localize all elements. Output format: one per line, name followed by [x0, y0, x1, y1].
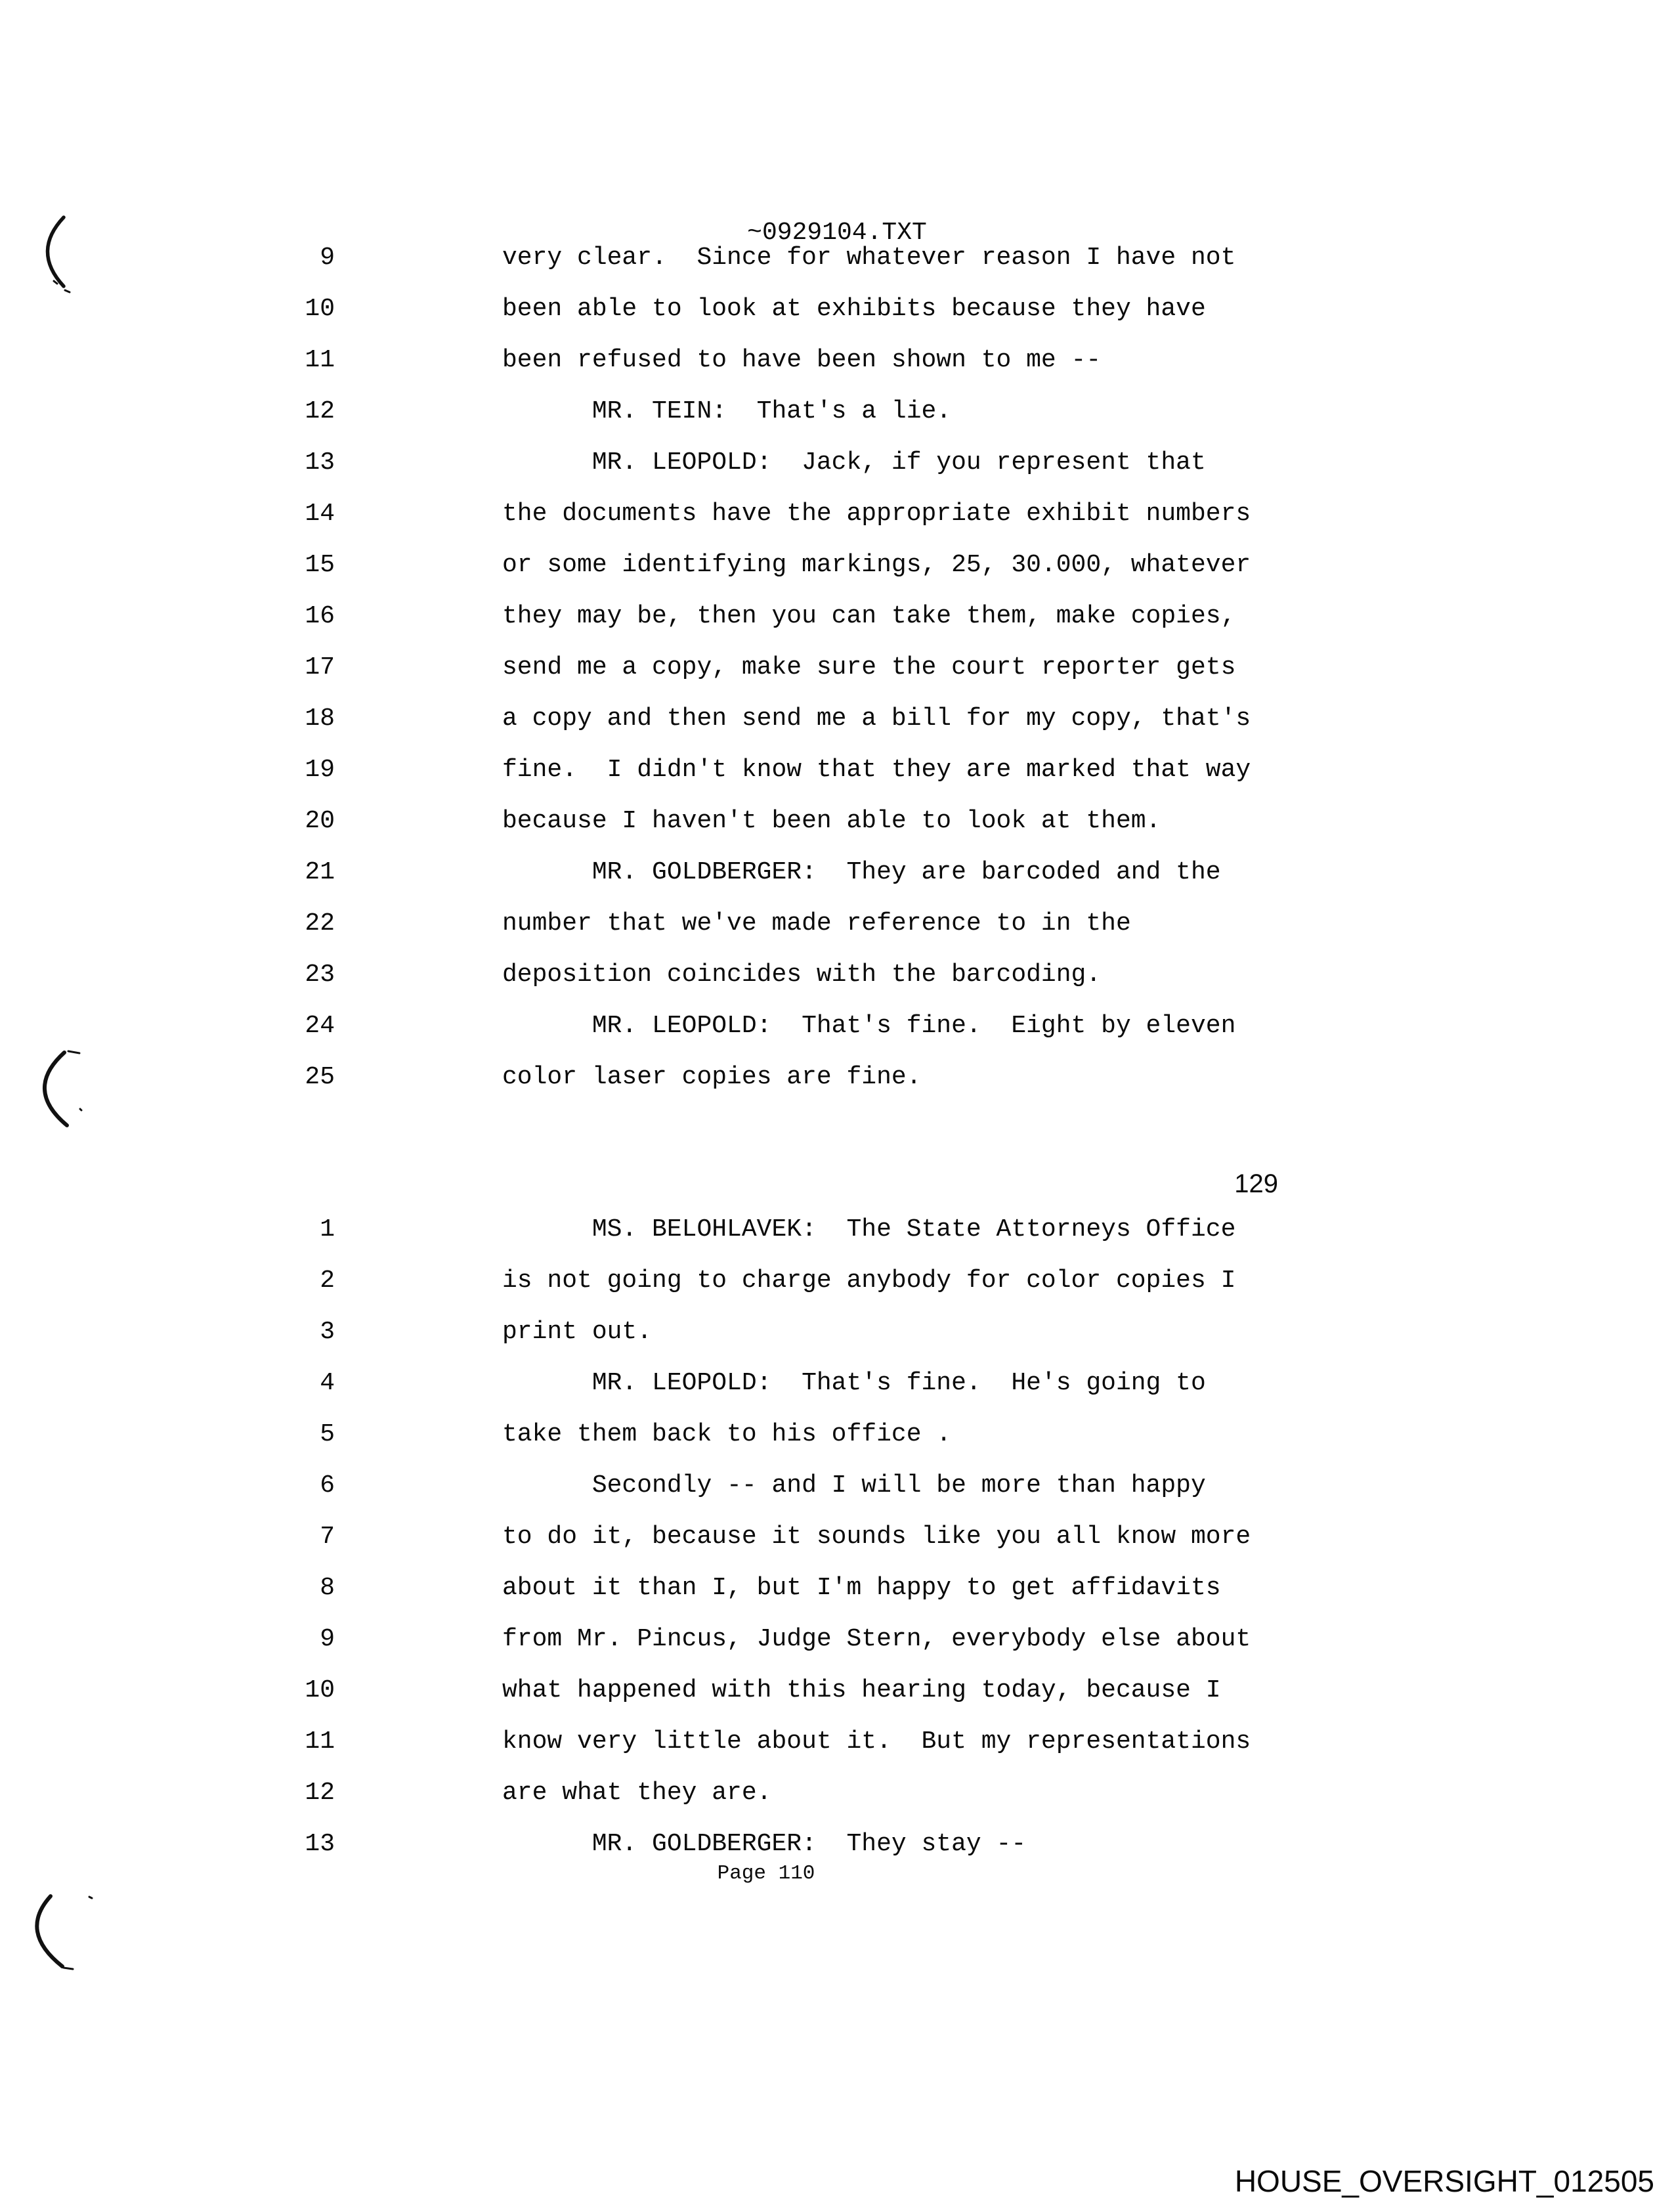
- line-number: 18: [305, 704, 335, 733]
- line-text: MR. GOLDBERGER: They are barcoded and the: [502, 857, 1221, 886]
- transcript-line: [0, 1562, 1674, 1613]
- transcript-block-1: [0, 232, 1674, 1102]
- line-number: 17: [305, 653, 335, 682]
- line-number: 11: [305, 345, 335, 374]
- transcript-line: [0, 437, 1674, 488]
- transcript-line: [0, 334, 1674, 385]
- line-number: 9: [320, 243, 335, 272]
- line-text: about it than I, but I'm happy to get affidavits: [502, 1573, 1221, 1602]
- line-text: send me a copy, make sure the court reporter gets: [502, 653, 1236, 682]
- line-number: 20: [305, 806, 335, 835]
- transcript-line: [0, 1767, 1674, 1818]
- line-number: 19: [305, 755, 335, 784]
- transcript-line: [0, 283, 1674, 334]
- line-text: take them back to his office .: [502, 1420, 952, 1448]
- line-text: fine. I didn't know that they are marked that way: [502, 755, 1251, 784]
- transcript-line: [0, 898, 1674, 949]
- transcript-line: [0, 1460, 1674, 1511]
- line-number: 3: [320, 1317, 335, 1346]
- transcript-line: [0, 1716, 1674, 1767]
- line-number: 10: [305, 294, 335, 323]
- line-text: or some identifying markings, 25, 30.000, whatever: [502, 550, 1251, 579]
- transcript-line: [0, 949, 1674, 1000]
- transcript-line: [0, 1511, 1674, 1562]
- footer-page-label: Page 110: [717, 1862, 815, 1885]
- transcript-line: [0, 590, 1674, 641]
- transcript-line: [0, 385, 1674, 437]
- line-number: 11: [305, 1727, 335, 1756]
- line-text: the documents have the appropriate exhibit numbers: [502, 499, 1251, 528]
- transcript-line: [0, 1357, 1674, 1408]
- line-number: 10: [305, 1676, 335, 1704]
- line-text: number that we've made reference to in the: [502, 909, 1131, 938]
- transcript-block-2: [0, 1204, 1674, 1869]
- line-text: MR. LEOPOLD: Jack, if you represent that: [502, 448, 1206, 477]
- transcript-line: [0, 1204, 1674, 1255]
- line-number: 24: [305, 1011, 335, 1040]
- line-text: very clear. Since for whatever reason I have not: [502, 243, 1236, 272]
- line-text: what happened with this hearing today, because I: [502, 1676, 1221, 1704]
- line-text: MR. GOLDBERGER: They stay --: [502, 1829, 1027, 1858]
- line-number: 23: [305, 960, 335, 989]
- transcript-line: [0, 1408, 1674, 1460]
- line-text: they may be, then you can take them, make copies,: [502, 601, 1236, 630]
- line-number: 14: [305, 499, 335, 528]
- line-number: 12: [305, 1778, 335, 1807]
- line-text: MR. LEOPOLD: That's fine. He's going to: [502, 1368, 1206, 1397]
- line-text: know very little about it. But my representations: [502, 1727, 1251, 1756]
- line-text: MS. BELOHLAVEK: The State Attorneys Office: [502, 1215, 1236, 1244]
- document-filename-header: ~0929104.TXT: [747, 219, 927, 247]
- line-text: been able to look at exhibits because they have: [502, 294, 1206, 323]
- transcript-line: [0, 232, 1674, 283]
- line-number: 25: [305, 1062, 335, 1091]
- transcript-line: [0, 641, 1674, 693]
- line-text: deposition coincides with the barcoding.: [502, 960, 1102, 989]
- transcript-line: [0, 1306, 1674, 1357]
- bates-stamp-number: HOUSE_OVERSIGHT_012505: [1234, 2164, 1654, 2198]
- line-text: Secondly -- and I will be more than happy: [502, 1471, 1206, 1500]
- transcript-line: [0, 693, 1674, 744]
- line-text: color laser copies are fine.: [502, 1062, 922, 1091]
- transcript-page-number: 129: [1234, 1169, 1278, 1198]
- line-text: been refused to have been shown to me --: [502, 345, 1102, 374]
- transcript-line: [0, 1051, 1674, 1102]
- line-text: is not going to charge anybody for color copies I: [502, 1266, 1236, 1295]
- line-number: 9: [320, 1624, 335, 1653]
- transcript-line: [0, 1000, 1674, 1051]
- line-text: from Mr. Pincus, Judge Stern, everybody else about: [502, 1624, 1251, 1653]
- transcript-line: [0, 539, 1674, 590]
- line-text: a copy and then send me a bill for my copy, that's: [502, 704, 1251, 733]
- pen-arc-bottom-tail: [64, 1897, 92, 1969]
- line-number: 13: [305, 1829, 335, 1858]
- line-number: 15: [305, 550, 335, 579]
- line-text: are what they are.: [502, 1778, 772, 1807]
- line-text: print out.: [502, 1317, 653, 1346]
- transcript-line: [0, 846, 1674, 898]
- line-number: 21: [305, 857, 335, 886]
- line-text: MR. TEIN: That's a lie.: [502, 397, 952, 425]
- pen-arc-bottom: [37, 1896, 62, 1966]
- line-number: 7: [320, 1522, 335, 1551]
- line-number: 6: [320, 1471, 335, 1500]
- transcript-line: [0, 1613, 1674, 1664]
- line-number: 16: [305, 601, 335, 630]
- line-text: to do it, because it sounds like you all know more: [502, 1522, 1251, 1551]
- line-number: 12: [305, 397, 335, 425]
- line-number: 4: [320, 1368, 335, 1397]
- line-number: 2: [320, 1266, 335, 1295]
- transcript-line: [0, 744, 1674, 795]
- transcript-line: [0, 488, 1674, 539]
- transcript-line: [0, 1255, 1674, 1306]
- transcript-line: [0, 1818, 1674, 1869]
- line-number: 22: [305, 909, 335, 938]
- transcript-line: [0, 1664, 1674, 1716]
- line-text: MR. LEOPOLD: That's fine. Eight by eleven: [502, 1011, 1236, 1040]
- line-number: 8: [320, 1573, 335, 1602]
- line-number: 1: [320, 1215, 335, 1244]
- line-number: 13: [305, 448, 335, 477]
- line-number: 5: [320, 1420, 335, 1448]
- line-text: because I haven't been able to look at them.: [502, 806, 1161, 835]
- transcript-line: [0, 795, 1674, 846]
